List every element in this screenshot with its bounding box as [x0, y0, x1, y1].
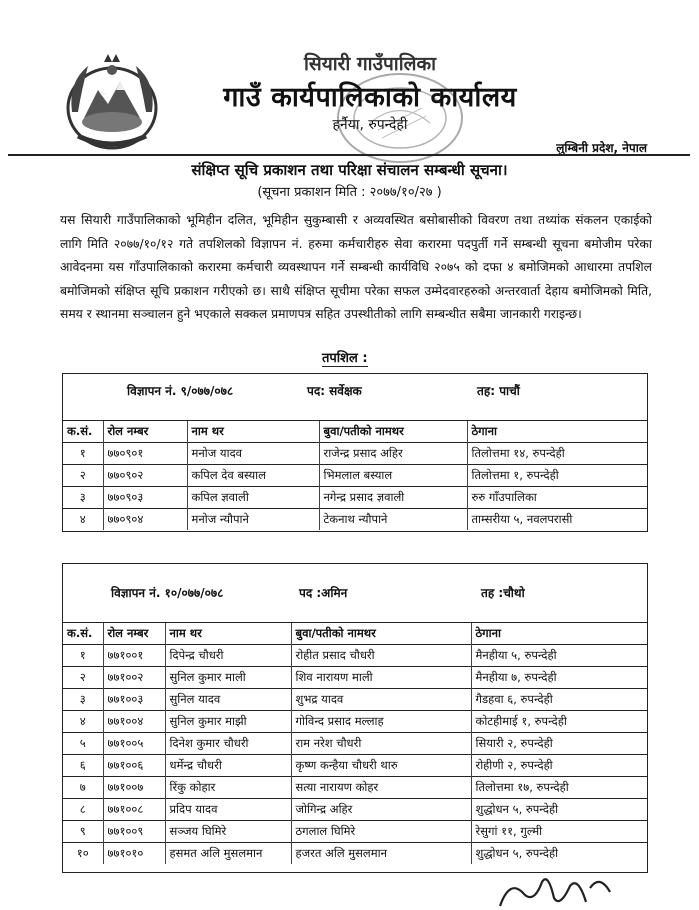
roll-number-cell: ७७०९०३: [103, 487, 187, 509]
header-divider: [8, 154, 690, 156]
ad-number: विज्ञापन नं. ९/०७७/०७८: [127, 384, 234, 398]
col-header: ठेगाना: [471, 623, 647, 645]
table-row: [63, 821, 647, 843]
guardian-name-cell: भिमलाल बस्याल: [319, 465, 467, 487]
guardian-name-cell: शुभद्र यादव: [291, 689, 471, 711]
roll-number-cell: ७७१००६: [103, 755, 165, 777]
table-row: [63, 645, 647, 667]
roll-number-cell: ७७१००८: [103, 799, 165, 821]
guardian-name-cell: ठगलाल घिमिरे: [291, 821, 471, 843]
guardian-name-cell: जोगिन्द्र अहिर: [291, 799, 471, 821]
guardian-name-cell: सत्या नारायण कोहर: [291, 777, 471, 799]
roll-number-cell: ७७०९०२: [103, 465, 187, 487]
roll-number-cell: ७७१०१०: [103, 843, 165, 865]
col-header: नाम थर: [165, 623, 291, 645]
serial-cell: १: [63, 443, 103, 465]
address-cell: रुरु गाँउपालिका: [467, 487, 647, 509]
table-row: [63, 509, 647, 531]
table-row: [63, 799, 647, 821]
ad-number: विज्ञापन नं. १०/०७७/०७८: [111, 586, 224, 600]
name-cell: हसमत अलि मुसलमान: [165, 843, 291, 865]
serial-cell: ३: [63, 487, 103, 509]
name-cell: सुनिल यादव: [165, 689, 291, 711]
vacancy-header: [63, 374, 647, 404]
serial-cell: ५: [63, 733, 103, 755]
col-header: ठेगाना: [467, 421, 647, 443]
name-cell: प्रदिप यादव: [165, 799, 291, 821]
office-title: गाउँ कार्यपालिकाको कार्यालय: [223, 82, 517, 113]
table-row: [63, 465, 647, 487]
org-name: सियारी गाउँपालिका: [303, 53, 437, 75]
guardian-name-cell: रोहीत प्रसाद चौधरी: [291, 645, 471, 667]
level-label: तह :चौथो: [481, 586, 525, 600]
table-row: [63, 667, 647, 689]
roll-number-cell: ७७१००१: [103, 645, 165, 667]
notice-body: यस सियारी गाउँपालिकाको भूमिहीन दलित, भूमिहीन सुकुम्बासी र अव्यवस्थित बसोबासीको विवरण तथा तथ्यांक संकलन एकाईको लागि मिति २०७७/१०/१२ गते तपशिलको विज्ञापन नं. हरुमा कर्मचारीहरु सेवा करारमा पदपुर्ती गर्ने सम्बन्धी सूचना बमोजीम परेका आवेदनमा यस गाँउपालिकाको करारमा कर्मचारी व्यवस्थापन गर्ने सम्बन्धी कार्यविधि २०७५ को दफा ४ बमोजिमको आधारमा तपशिल बमोजिमको संक्षिप्त सूचि प्रकाशन गरीएको छ। साथै संक्षिप्त सूचीमा परेका सफल उम्मेदवारहरुको अन्तरवार्ता देहाय बमोजिमको मिति, समय र स्थानमा सञ्चालन हुने भएकाले सक्कल प्रमाणपत्र सहित उपस्थीतीको लागि सम्बन्धीत सबैमा जानकारी गराइन्छ।: [60, 213, 652, 322]
address-cell: तिलोत्तमा १४, रुपन्देही: [467, 443, 647, 465]
address-cell: सियारी २, रुपन्देही: [471, 733, 647, 755]
serial-cell: ८: [63, 799, 103, 821]
table-row: [63, 711, 647, 733]
name-cell: मनोज यादव: [187, 443, 319, 465]
serial-cell: ३: [63, 689, 103, 711]
col-header: क.सं.: [63, 623, 103, 645]
roll-number-cell: ७७१००७: [103, 777, 165, 799]
col-header: बुवा/पतीको नामथर: [319, 421, 467, 443]
serial-cell: ४: [63, 711, 103, 733]
guardian-name-cell: हजरत अलि मुसलमान: [291, 843, 471, 865]
roll-number-cell: ७७०९०४: [103, 509, 187, 531]
table-body: [63, 645, 647, 865]
serial-cell: ७: [63, 777, 103, 799]
table-row: [63, 777, 647, 799]
guardian-name-cell: गोविन्द प्रसाद मल्लाह: [291, 711, 471, 733]
guardian-name-cell: राजेन्द्र प्रसाद अहिर: [319, 443, 467, 465]
table-row: [63, 755, 647, 777]
col-header: बुवा/पतीको नामथर: [291, 623, 471, 645]
table-body: [63, 443, 647, 531]
table-row: [63, 843, 647, 865]
table-row: [63, 487, 647, 509]
roll-number-cell: ७७०९०१: [103, 443, 187, 465]
table-row: [63, 733, 647, 755]
name-cell: कपिल ज्ञवाली: [187, 487, 319, 509]
candidate-table: [63, 420, 647, 530]
roll-number-cell: ७७१००५: [103, 733, 165, 755]
col-header: रोल नम्बर: [103, 421, 187, 443]
name-cell: धर्मेन्द्र चौधरी: [165, 755, 291, 777]
address-cell: तिलोत्तमा १, रुपन्देही: [467, 465, 647, 487]
col-header: रोल नम्बर: [103, 623, 165, 645]
post-label: पद: सर्वेक्षक: [307, 384, 362, 398]
guardian-name-cell: नगेन्द्र प्रसाद ज्ञवाली: [319, 487, 467, 509]
table-vacancy-amin: [62, 563, 648, 873]
name-cell: सुनिल कुमार माली: [165, 667, 291, 689]
roll-number-cell: ७७१००४: [103, 711, 165, 733]
address-cell: शुद्धोधन ५, रुपन्देही: [471, 843, 647, 865]
serial-cell: २: [63, 465, 103, 487]
guardian-name-cell: राम नरेश चौधरी: [291, 733, 471, 755]
notice-date: (सूचना प्रकाशन मिति : २०७७/१०/२७ ): [257, 185, 442, 200]
address-cell: गैडहवा ६, रुपन्देही: [471, 689, 647, 711]
serial-cell: ४: [63, 509, 103, 531]
candidate-table: [63, 622, 647, 864]
address-cell: मैनहीया ७, रुपन्देही: [471, 667, 647, 689]
signature: [490, 868, 630, 910]
roll-number-cell: ७७१००९: [103, 821, 165, 843]
table-header-row: [63, 421, 647, 443]
serial-cell: १: [63, 645, 103, 667]
name-cell: दिपेन्द्र चौधरी: [165, 645, 291, 667]
table-row: [63, 443, 647, 465]
col-header: क.सं.: [63, 421, 103, 443]
office-address: हर्नैया, रुपन्देही: [332, 117, 408, 133]
vacancy-header: [63, 576, 647, 606]
address-cell: मैनहीया ५, रुपन्देही: [471, 645, 647, 667]
serial-cell: १०: [63, 843, 103, 865]
guardian-name-cell: शिव नारायण माली: [291, 667, 471, 689]
tapsil-heading: तपशिल :: [322, 348, 368, 367]
guardian-name-cell: कृष्ण कन्हैया चौधरी थारु: [291, 755, 471, 777]
serial-cell: ६: [63, 755, 103, 777]
name-cell: मनोज न्यौपाने: [187, 509, 319, 531]
roll-number-cell: ७७१००२: [103, 667, 165, 689]
serial-cell: २: [63, 667, 103, 689]
name-cell: सञ्जय घिमिरे: [165, 821, 291, 843]
name-cell: सुनिल कुमार माझी: [165, 711, 291, 733]
name-cell: दिनेश कुमार चौधरी: [165, 733, 291, 755]
roll-number-cell: ७७१००३: [103, 689, 165, 711]
address-cell: रेसुगां ११, गुल्मी: [471, 821, 647, 843]
post-label: पद :अमिन: [299, 586, 348, 600]
address-cell: तिलोत्तमा १७, रुपन्देही: [471, 777, 647, 799]
table-header-row: [63, 623, 647, 645]
notice-title: संक्षिप्त सूचि प्रकाशन तथा परिक्षा संचालन सम्बन्धी सूचना।: [191, 161, 508, 179]
level-label: तह: पाचौं: [477, 384, 520, 398]
address-cell: शुद्धोधन ५, रुपन्देही: [471, 799, 647, 821]
guardian-name-cell: टेकनाथ न्यौपाने: [319, 509, 467, 531]
table-vacancy-surveyor: [62, 373, 648, 532]
address-cell: कोटहीमाई १, रुपन्देही: [471, 711, 647, 733]
col-header: नाम थर: [187, 421, 319, 443]
address-cell: ताम्सरीया ५, नवलपरासी: [467, 509, 647, 531]
province-label: लुम्बिनी प्रदेश, नेपाल: [556, 141, 647, 155]
table-row: [63, 689, 647, 711]
name-cell: कपिल देव बस्याल: [187, 465, 319, 487]
address-cell: रोहीणी २, रुपन्देही: [471, 755, 647, 777]
serial-cell: ९: [63, 821, 103, 843]
name-cell: रिंकु कोहार: [165, 777, 291, 799]
